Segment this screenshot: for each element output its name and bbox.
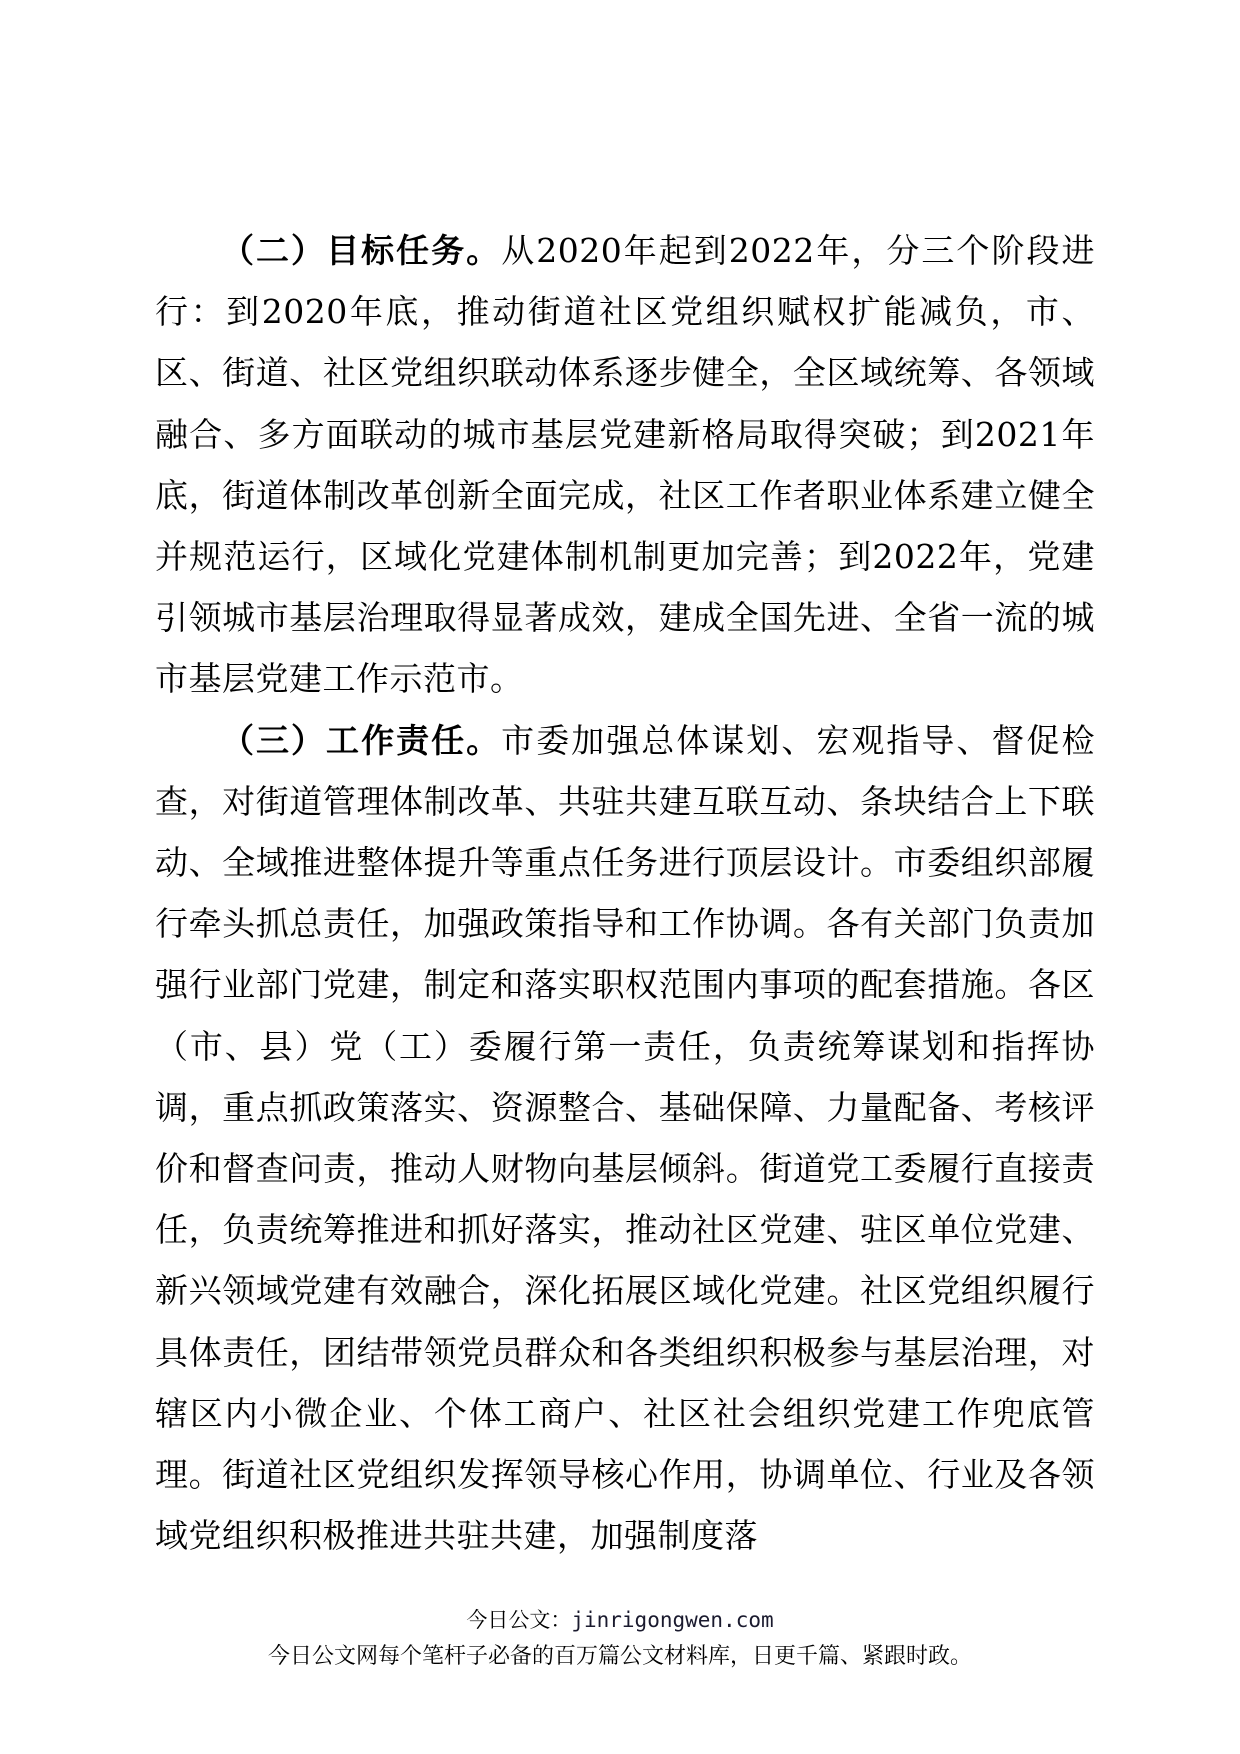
paragraph-work-responsibility [155,710,1095,1567]
paragraph-target-tasks [155,220,1095,710]
footer-slogan: 今日公文网每个笔杆子必备的百万篇公文材料库，日更千篇、紧跟时政。 [267,1644,972,1669]
footer-label: 今日公文： [466,1608,572,1632]
document-body [155,220,1095,1566]
footer-source [0,1606,1240,1634]
footer-url-link[interactable]: jinrigongwen.com [571,1608,774,1632]
paragraph-text: 从2020年起到2022年，分三个阶段进行：到2020年底，推动街道社区党组织赋权扩能减负，市、区、街道、社区党组织联动体系逐步健全，全区域统筹、各领域融合、多方面联动的城市基层党建新格局取得突破；到2021年底，街道体制改革创新全面完成，社区工作者职业体系建立健全并规范运行，区域化党建体制机制更加完善；到2022年，党建引领城市基层治理取得显著成效，建成全国先进、全省一流的城市基层党建工作示范市。 [155,231,1095,699]
paragraph-heading: （三）工作责任。 [221,720,502,760]
paragraph-text: 市委加强总体谋划、宏观指导、督促检查，对街道管理体制改革、共驻共建互联互动、条块结合上下联动、全域推进整体提升等重点任务进行顶层设计。市委组织部履行牵头抓总责任，加强政策指导和工作协调。各有关部门负责加强行业部门党建，制定和落实职权范围内事项的配套措施。各区（市、县）党（工）委履行第一责任，负责统筹谋划和指挥协调，重点抓政策落实、资源整合、基础保障、力量配备、考核评价和督查问责，推动人财物向基层倾斜。街道党工委履行直接责任，负责统筹推进和抓好落实，推动社区党建、驻区单位党建、新兴领域党建有效融合，深化拓展区域化党建。社区党组织履行具体责任，团结带领党员群众和各类组织积极参与基层治理，对辖区内小微企业、个体工商户、社区社会组织党建工作兜底管理。街道社区党组织发挥领导核心作用，协调单位、行业及各领域党组织积极推进共驻共建，加强制度落 [155,720,1096,1556]
paragraph-heading: （二）目标任务。 [221,231,502,270]
